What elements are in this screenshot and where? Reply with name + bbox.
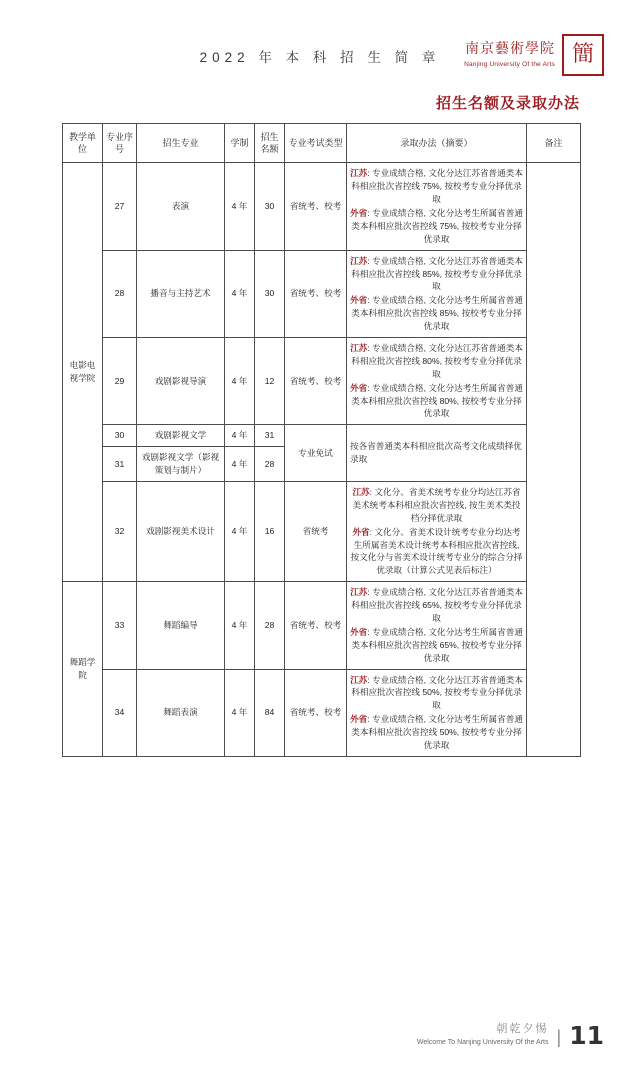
exam-cell: 省统考、校考: [285, 337, 347, 424]
years-cell: 4 年: [225, 669, 255, 756]
rule-label: 外省: [350, 626, 368, 637]
rule-line: [350, 586, 523, 625]
rule-cell: [347, 425, 527, 482]
years-cell: 4 年: [225, 425, 255, 447]
page-header: [0, 0, 640, 92]
major-cell: 舞蹈表演: [137, 669, 225, 756]
major-cell: 戏剧影视文学（影视策划与制片）: [137, 447, 225, 482]
no-cell: 28: [103, 250, 137, 337]
major-cell: 戏剧影视美术设计: [137, 481, 225, 581]
section-title: 招生名额及录取办法: [435, 95, 580, 112]
rule-line: [350, 713, 523, 752]
rule-line: [350, 167, 523, 206]
table-row: [63, 250, 581, 337]
major-cell: 表演: [137, 163, 225, 250]
quota-cell: 30: [255, 250, 285, 337]
years-cell: 4 年: [225, 163, 255, 250]
unit-cell-film: 电影电视学院: [63, 163, 103, 582]
admission-table: [62, 123, 581, 757]
rule-label: 外省: [350, 382, 368, 393]
rule-line: [350, 207, 523, 246]
years-cell: 4 年: [225, 447, 255, 482]
quota-cell: 16: [255, 481, 285, 581]
years-cell: 4 年: [225, 481, 255, 581]
col-header-exam: 专业考试类型: [285, 124, 347, 163]
rule-cell: [347, 669, 527, 756]
major-cell: 播音与主持艺术: [137, 250, 225, 337]
rule-text: : 专业成绩合格, 文化分达考生所属省普通类本科相应批次省控线 50%, 按校考专业分择优录取: [351, 714, 523, 751]
no-cell: 33: [103, 582, 137, 669]
quota-cell: 31: [255, 425, 285, 447]
rule-text: : 专业成绩合格, 文化分达考生所属省普通类本科相应批次省控线 85%, 按校考专业分择优录取: [351, 295, 523, 332]
exam-cell: 省统考: [285, 481, 347, 581]
exam-cell: 省统考、校考: [285, 582, 347, 669]
rule-label: 江苏: [350, 255, 368, 266]
page-number: 11: [569, 1020, 604, 1050]
rule-line: [350, 255, 523, 294]
rule-text: 按各省普通类本科相应批次高考文化成绩择优录取: [350, 441, 522, 465]
rule-cell: [347, 250, 527, 337]
rule-line: [350, 382, 523, 421]
major-cell: 戏剧影视导演: [137, 337, 225, 424]
admission-table-wrapper: [0, 123, 640, 757]
table-header-row: [63, 124, 581, 163]
no-cell: 32: [103, 481, 137, 581]
rule-label: 外省: [352, 526, 370, 537]
footer-texts: [417, 1022, 549, 1047]
rule-line: [350, 486, 523, 525]
no-cell: 27: [103, 163, 137, 250]
rule-text: : 专业成绩合格, 文化分达江苏省普通类本科相应批次省控线 85%, 按校考专业分择优录取: [351, 255, 523, 292]
footer-motto-cn: 朝乾夕惕: [496, 1021, 549, 1035]
rule-text: : 专业成绩合格, 文化分达考生所属省普通类本科相应批次省控线 75%, 按校考专业分择优录取: [351, 207, 523, 244]
quota-cell: 84: [255, 669, 285, 756]
table-row: [63, 669, 581, 756]
rule-line: [350, 626, 523, 665]
table-body: [63, 163, 581, 757]
table-row: [63, 163, 581, 250]
rule-label: 外省: [350, 714, 368, 725]
col-header-quota: 招生名额: [255, 124, 285, 163]
years-cell: 4 年: [225, 250, 255, 337]
rule-line: [350, 294, 523, 333]
rule-label: 江苏: [350, 587, 368, 598]
rule-line: [350, 526, 523, 578]
col-header-no: 专业序号: [103, 124, 137, 163]
rule-text: : 专业成绩合格, 文化分达江苏省普通类本科相应批次省控线 65%, 按校考专业分择优录取: [351, 587, 523, 623]
col-header-unit: 教学单位: [63, 124, 103, 163]
rule-cell: [347, 481, 527, 581]
rule-cell: [347, 163, 527, 250]
col-header-rule: 录取办法（摘要）: [347, 124, 527, 163]
logo-name-cn: 南京藝術學院: [465, 41, 555, 58]
rule-text: : 专业成绩合格, 文化分达江苏省普通类本科相应批次省控线 80%, 按校考专业分择优录取: [351, 342, 523, 379]
no-cell: 31: [103, 447, 137, 482]
exam-cell: 省统考、校考: [285, 669, 347, 756]
rule-label: 外省: [350, 295, 368, 306]
no-cell: 30: [103, 425, 137, 447]
rule-line: [350, 440, 523, 466]
years-cell: 4 年: [225, 582, 255, 669]
rule-text: : 专业成绩合格, 文化分达江苏省普通类本科相应批次省控线 75%, 按校考专业分择优录取: [351, 168, 523, 205]
no-cell: 34: [103, 669, 137, 756]
exam-cell: 省统考、校考: [285, 163, 347, 250]
rule-label: 江苏: [350, 674, 368, 685]
rule-label: 江苏: [350, 342, 368, 353]
col-header-years: 学制: [225, 124, 255, 163]
rule-cell: [347, 337, 527, 424]
table-row: [63, 481, 581, 581]
rule-label: 江苏: [350, 168, 368, 179]
university-logo: [464, 34, 604, 76]
logo-name-en: Nanjing University Of the Arts: [464, 60, 555, 68]
quota-cell: 12: [255, 337, 285, 424]
major-cell: 戏剧影视文学: [137, 425, 225, 447]
quota-cell: 28: [255, 447, 285, 482]
col-header-remark: 备注: [527, 124, 581, 163]
no-cell: 29: [103, 337, 137, 424]
quota-cell: 28: [255, 582, 285, 669]
table-row: [63, 425, 581, 447]
years-cell: 4 年: [225, 337, 255, 424]
rule-cell: [347, 582, 527, 669]
quota-cell: 30: [255, 163, 285, 250]
table-row: [63, 337, 581, 424]
logo-seal-icon: 簡: [562, 34, 604, 76]
rule-text: : 文化分、省美术统考专业分均达江苏省美术统考本科相应批次省控线, 按生美术类投档分择优录取: [352, 486, 521, 523]
rule-text: : 专业成绩合格, 文化分达考生所属省普通类本科相应批次省控线 80%, 按校考专业分择优录取: [351, 382, 523, 419]
footer-separator: |: [556, 1027, 562, 1047]
col-header-major: 招生专业: [137, 124, 225, 163]
rule-line: [350, 342, 523, 381]
rule-text: : 专业成绩合格, 文化分达考生所属省普通类本科相应批次省控线 65%, 按校考专业分择优录取: [351, 626, 523, 663]
unit-cell-dance: 舞蹈学院: [63, 582, 103, 757]
logo-text: [464, 41, 555, 69]
remark-cell: [527, 163, 581, 757]
rule-text: : 专业成绩合格, 文化分达江苏省普通类本科相应批次省控线 50%, 按校考专业分择优录取: [351, 674, 523, 711]
page-footer: [416, 1020, 604, 1050]
exam-cell: 省统考、校考: [285, 250, 347, 337]
rule-label: 江苏: [352, 486, 370, 497]
rule-text: : 文化分、省美术设计统考专业分均达考生所属省美术设计统考本科相应批次省控线, 按文化分与省美术设计统考专业分的综合分择优录取（计算公式见表后标注）: [350, 526, 523, 576]
table-row: [63, 582, 581, 669]
page-title: 2022 年 本 科 招 生 简 章: [199, 50, 441, 65]
rule-line: [350, 674, 523, 713]
exam-cell: 专业免试: [285, 425, 347, 482]
footer-welcome-en: Welcome To Nanjing University Of the Arts: [416, 1038, 549, 1046]
rule-label: 外省: [350, 207, 368, 218]
major-cell: 舞蹈编导: [137, 582, 225, 669]
